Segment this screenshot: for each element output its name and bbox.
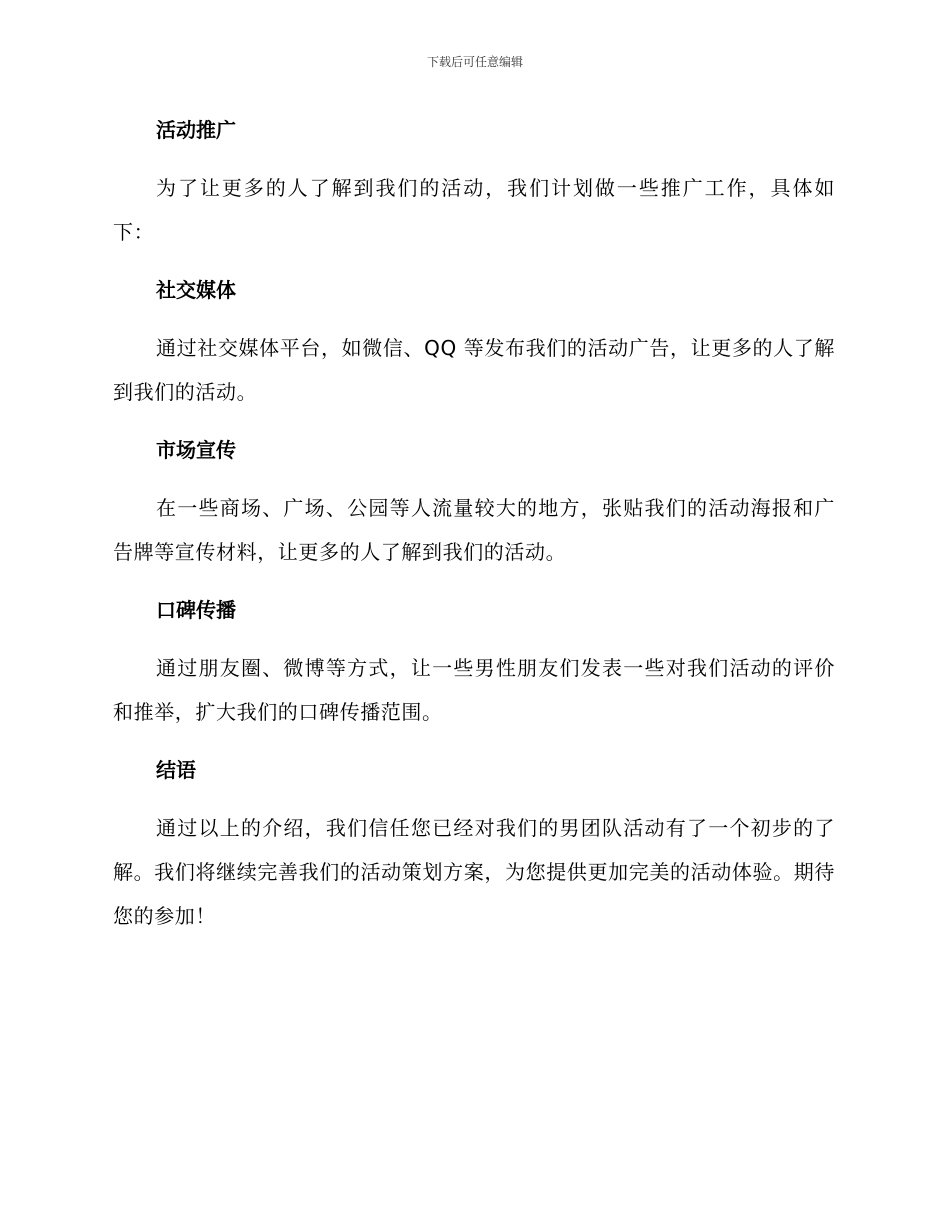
section-paragraph: 通过朋友圈、微博等方式，让一些男性朋友们发表一些对我们活动的评价和推举，扩大我们的口碑传播范围。 [113,656,835,724]
section-heading: 市场宣传 [156,438,236,462]
section-heading: 口碑传播 [156,598,236,622]
section-heading: 社交媒体 [156,278,236,302]
section-word-of-mouth [113,588,835,734]
section-paragraph: 通过以上的介绍，我们信任您已经对我们的男团队活动有了一个初步的了解。我们将继续完善我们的活动策划方案，为您提供更加完美的活动体验。期待您的参加！ [113,816,835,928]
section-paragraph: 在一些商场、广场、公园等人流量较大的地方，张贴我们的活动海报和广告牌等宣传材料，让更多的人了解到我们的活动。 [113,496,835,564]
document-body [113,108,835,952]
section-conclusion [113,748,835,938]
section-market-publicity [113,428,835,574]
section-heading: 结语 [156,758,196,782]
section-social-media [113,268,835,414]
section-paragraph: 为了让更多的人了解到我们的活动，我们计划做一些推广工作，具体如下： [113,176,835,244]
section-promotion [113,108,835,254]
section-heading: 活动推广 [156,118,236,142]
page-header: 下载后可任意编辑 [426,55,523,69]
section-paragraph: 通过社交媒体平台，如微信、QQ 等发布我们的活动广告，让更多的人了解到我们的活动。 [113,336,835,404]
